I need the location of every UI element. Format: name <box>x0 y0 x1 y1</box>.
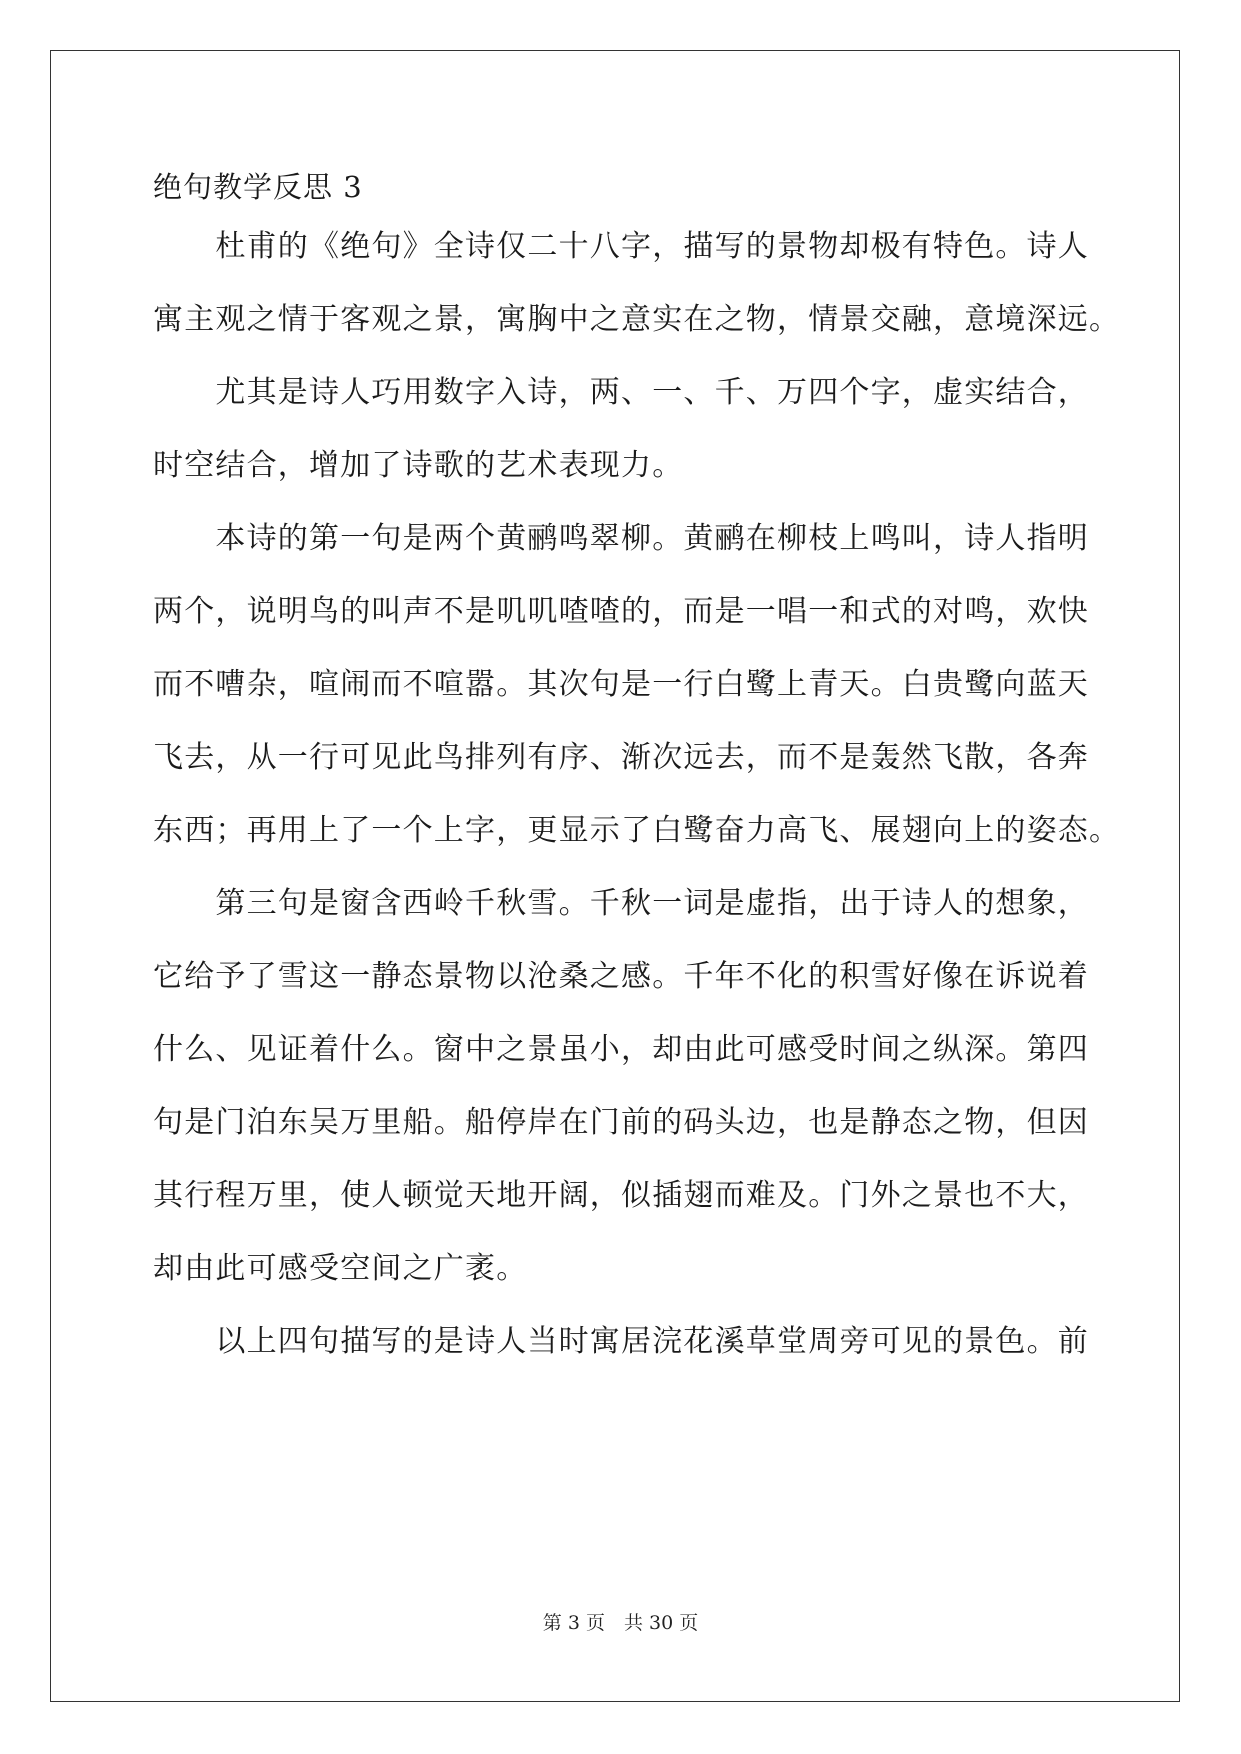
text-line: 却由此可感受空间之广袤。 <box>153 1251 528 1286</box>
text-line: 东西；再用上了一个上字，更显示了白鹭奋力高飞、展翅向上的姿态。 <box>153 813 1121 848</box>
text-line: 它给予了雪这一静态景物以沧桑之感。千年不化的积雪好像在诉说着 <box>153 959 1089 994</box>
text-line: 第三句是窗含西岭千秋雪。千秋一词是虚指，出于诗人的想象， <box>153 886 1089 921</box>
text-line: 以上四句描写的是诗人当时寓居浣花溪草堂周旁可见的景色。前 <box>153 1324 1089 1359</box>
text-line: 其行程万里，使人顿觉天地开阔，似插翅而难及。门外之景也不大， <box>153 1178 1089 1213</box>
text-line: 句是门泊东吴万里船。船停岸在门前的码头边，也是静态之物，但因 <box>153 1105 1089 1140</box>
text-line: 尤其是诗人巧用数字入诗，两、一、千、万四个字，虚实结合， <box>153 375 1089 410</box>
document-title: 绝句教学反思 3 <box>153 170 363 204</box>
text-line: 时空结合，增加了诗歌的艺术表现力。 <box>153 448 684 483</box>
text-line: 什么、见证着什么。窗中之景虽小，却由此可感受时间之纵深。第四 <box>153 1032 1089 1067</box>
text-line: 而不嘈杂，喧闹而不喧嚣。其次句是一行白鹭上青天。白贵鹭向蓝天 <box>153 667 1089 702</box>
text-line: 两个，说明鸟的叫声不是叽叽喳喳的，而是一唱一和式的对鸣，欢快 <box>153 594 1089 629</box>
page-number-footer: 第 3 页 共 30 页 <box>542 1612 699 1634</box>
text-line: 寓主观之情于客观之景，寓胸中之意实在之物，情景交融，意境深远。 <box>153 302 1121 337</box>
text-line: 飞去，从一行可见此鸟排列有序、渐次远去，而不是轰然飞散，各奔 <box>153 740 1089 775</box>
text-line: 杜甫的《绝句》全诗仅二十八字，描写的景物却极有特色。诗人 <box>153 229 1089 264</box>
text-line: 本诗的第一句是两个黄鹂鸣翠柳。黄鹂在柳枝上鸣叫，诗人指明 <box>153 521 1089 556</box>
page-border <box>50 50 1180 1702</box>
